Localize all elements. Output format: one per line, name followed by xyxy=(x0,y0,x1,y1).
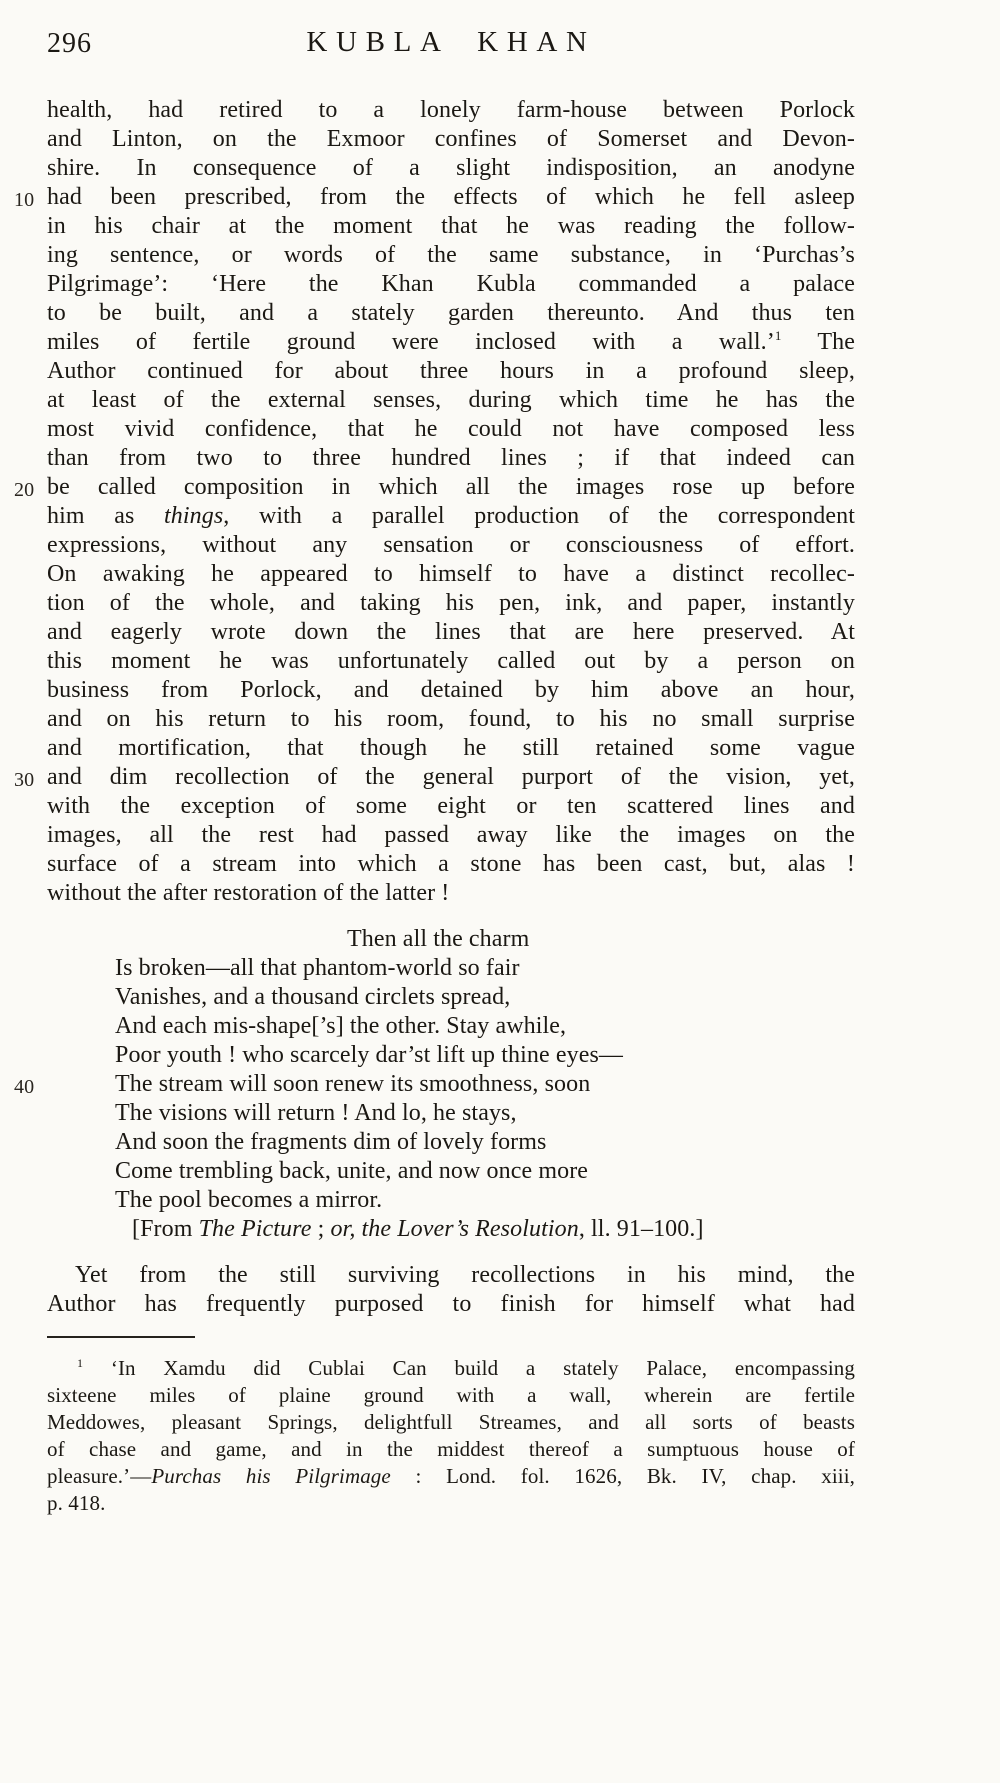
text-segment: health, had retired to a lonely farm-house between Porlock xyxy=(47,97,855,123)
text-segment: pleasure.’— xyxy=(47,1464,152,1488)
text-segment: , with a parallel production of the correspondent xyxy=(223,503,855,529)
text-line xyxy=(47,821,855,850)
page-number: 296 xyxy=(47,28,92,59)
text-segment: surface of a stream into which a stone has been cast, but, alas ! xyxy=(47,851,855,877)
text-segment: miles of fertile ground were inclosed with a wall.’ xyxy=(47,329,775,355)
text-line xyxy=(47,1490,855,1517)
text-line xyxy=(47,1157,855,1186)
text-line xyxy=(47,328,855,357)
text-line xyxy=(47,531,855,560)
text-line xyxy=(14,1070,855,1099)
text-line xyxy=(47,618,855,647)
text-segment: Author continued for about three hours in a profound sleep, xyxy=(47,358,855,384)
text-line xyxy=(47,560,855,589)
margin-line-number: 30 xyxy=(14,769,35,791)
text-line xyxy=(47,1409,855,1436)
footnote-rule xyxy=(47,1336,195,1338)
text-segment: tion of the whole, and taking his pen, ink, and paper, instantly xyxy=(47,590,855,616)
text-segment: The visions will return ! And lo, he stays, xyxy=(115,1100,517,1126)
text-segment: Author has frequently purposed to finish for himself what had xyxy=(47,1291,855,1317)
margin-line-number: 20 xyxy=(14,479,35,501)
text-line xyxy=(47,357,855,386)
running-title: KUBLA KHAN xyxy=(306,26,596,58)
text-segment: and Linton, on the Exmoor confines of Somerset and Devon- xyxy=(47,126,855,152)
text-segment: , ll. 91–100.] xyxy=(578,1216,704,1242)
text-line xyxy=(47,879,855,908)
text-segment: this moment he was unfortunately called out by a person on xyxy=(47,648,855,674)
text-segment: with the exception of some eight or ten scattered lines and xyxy=(47,793,855,819)
text-line xyxy=(47,1186,855,1215)
footnote-reference: 1 xyxy=(774,328,782,343)
text-line xyxy=(47,444,855,473)
text-line xyxy=(47,734,855,763)
text-segment: of chase and game, and in the middest thereof a sumptuous house of xyxy=(47,1437,855,1461)
text-segment: ‘In Xamdu did Cublai Can build a stately Palace, encompassing xyxy=(83,1356,855,1380)
text-line xyxy=(14,473,855,502)
text-line xyxy=(47,925,855,954)
text-segment: most vivid confidence, that he could not have composed less xyxy=(47,416,855,442)
text-segment: And each mis-shape[’s] the other. Stay awhile, xyxy=(115,1013,567,1039)
text-segment: Purchas his Pilgrimage xyxy=(151,1464,391,1488)
text-line xyxy=(47,125,855,154)
text-segment: Poor youth ! who scarcely dar’st lift up thine eyes— xyxy=(115,1042,623,1068)
text-line xyxy=(14,183,855,212)
prose-block xyxy=(14,96,855,908)
text-segment: images, all the rest had passed away like the images on the xyxy=(47,822,855,848)
text-line xyxy=(47,1290,855,1319)
text-segment: ; xyxy=(311,1216,331,1242)
text-segment: : Lond. fol. 1626, Bk. IV, chap. xiii, xyxy=(390,1464,855,1488)
text-segment: without the after restoration of the latter ! xyxy=(47,880,450,906)
margin-line-number: 10 xyxy=(14,189,35,211)
text-segment: to be built, and a stately garden thereunto. And thus ten xyxy=(47,300,855,326)
margin-line-number: 40 xyxy=(14,1076,35,1098)
text-segment: ing sentence, or words of the same substance, in ‘Purchas’s xyxy=(47,242,855,268)
footnote-reference: 1 xyxy=(77,1356,84,1370)
text-line xyxy=(47,850,855,879)
text-line xyxy=(47,1436,855,1463)
text-line xyxy=(47,983,855,1012)
text-line xyxy=(47,1215,855,1244)
text-segment: be called composition in which all the images rose up before xyxy=(47,474,855,500)
text-line xyxy=(47,1382,855,1409)
text-segment: had been prescribed, from the effects of which he fell asleep xyxy=(47,184,855,210)
text-line xyxy=(47,96,855,125)
text-line xyxy=(47,1128,855,1157)
text-segment: On awaking he appeared to himself to have a distinct recollec- xyxy=(47,561,855,587)
text-segment: expressions, without any sensation or consciousness of effort. xyxy=(47,532,855,558)
text-segment: business from Porlock, and detained by him above an hour, xyxy=(47,677,855,703)
text-line xyxy=(47,1463,855,1490)
text-segment: him as xyxy=(47,503,164,529)
text-segment: And soon the fragments dim of lovely forms xyxy=(115,1129,547,1155)
text-line xyxy=(47,1041,855,1070)
text-line xyxy=(47,1355,855,1382)
text-segment: Then all the charm xyxy=(347,926,530,952)
text-line xyxy=(47,954,855,983)
text-line xyxy=(14,763,855,792)
text-line xyxy=(47,270,855,299)
text-line xyxy=(47,502,855,531)
page-header xyxy=(47,26,855,68)
text-segment: Is broken—all that phantom-world so fair xyxy=(115,955,520,981)
text-segment: Meddowes, pleasant Springs, delightfull Streames, and all sorts of beasts xyxy=(47,1410,855,1434)
text-line xyxy=(47,589,855,618)
text-line xyxy=(47,415,855,444)
text-segment: in his chair at the moment that he was reading the follow- xyxy=(47,213,855,239)
text-segment: The stream will soon renew its smoothness, soon xyxy=(115,1071,591,1097)
text-line xyxy=(47,386,855,415)
text-segment: sixteene miles of plaine ground with a wall, wherein are fertile xyxy=(47,1383,855,1407)
text-segment: and eagerly wrote down the lines that are here preserved. At xyxy=(47,619,855,645)
text-segment: or, the Lover’s Resolution xyxy=(330,1216,579,1242)
text-segment: The xyxy=(781,329,855,355)
text-segment: at least of the external senses, during which time he has the xyxy=(47,387,855,413)
text-segment: Pilgrimage’: ‘Here the Khan Kubla commanded a palace xyxy=(47,271,855,297)
text-line xyxy=(47,647,855,676)
text-segment: and dim recollection of the general purport of the vision, yet, xyxy=(47,764,855,790)
text-line xyxy=(47,241,855,270)
text-line xyxy=(47,212,855,241)
text-segment: Come trembling back, unite, and now once more xyxy=(115,1158,589,1184)
text-segment: and mortification, that though he still retained some vague xyxy=(47,735,855,761)
footnote-block xyxy=(47,1355,855,1517)
text-line xyxy=(47,1261,855,1290)
text-segment: The pool becomes a mirror. xyxy=(115,1187,383,1213)
prose-block xyxy=(47,1261,855,1319)
text-line xyxy=(47,705,855,734)
text-line xyxy=(47,792,855,821)
page-body xyxy=(14,96,855,1517)
text-line xyxy=(47,154,855,183)
text-segment: [From xyxy=(132,1216,199,1242)
text-segment: Yet from the still surviving recollections in his mind, the xyxy=(75,1262,855,1288)
text-line xyxy=(47,1099,855,1128)
verse-block xyxy=(14,925,855,1244)
text-line xyxy=(47,1012,855,1041)
text-line xyxy=(47,676,855,705)
text-segment: p. 418. xyxy=(47,1491,106,1515)
text-segment: than from two to three hundred lines ; if that indeed can xyxy=(47,445,855,471)
text-segment: shire. In consequence of a slight indisposition, an anodyne xyxy=(47,155,855,181)
text-segment: things xyxy=(163,503,224,529)
text-segment: Vanishes, and a thousand circlets spread, xyxy=(115,984,511,1010)
text-segment: and on his return to his room, found, to his no small surprise xyxy=(47,706,855,732)
text-line xyxy=(47,299,855,328)
text-segment: The Picture xyxy=(198,1216,312,1242)
